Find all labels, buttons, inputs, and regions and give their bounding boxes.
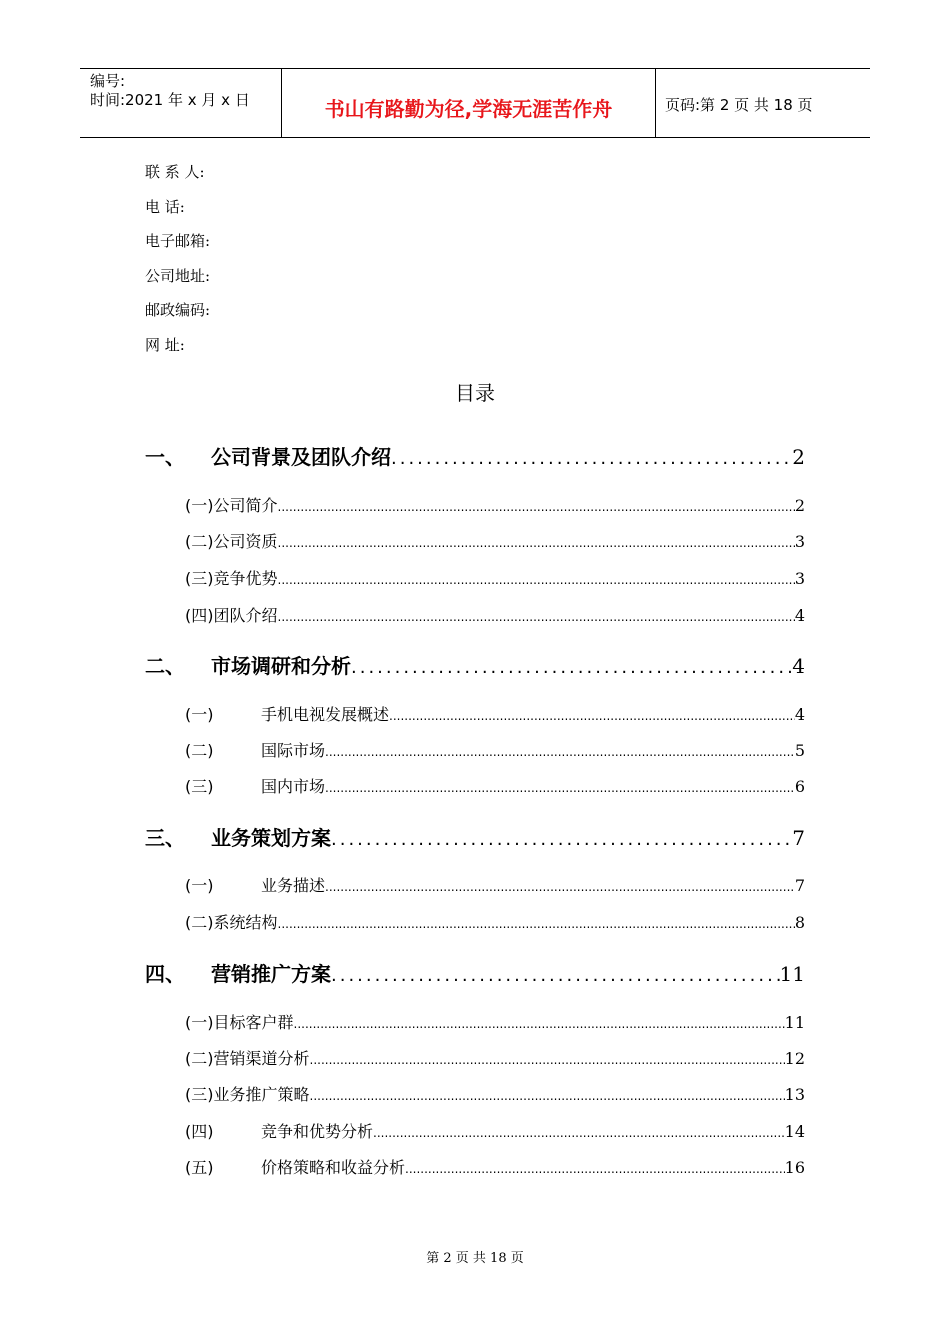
toc-item-number: (二) (185, 532, 214, 551)
toc-item-title: 业务推广策略 (213, 1085, 310, 1104)
toc-section-number: 一、 (145, 445, 185, 469)
toc-item-number: (二) (185, 1049, 214, 1068)
toc-item-number: (三) (185, 777, 214, 796)
toc-page-number: 4 (794, 705, 805, 724)
toc-leader (373, 1126, 785, 1140)
toc-leader (325, 781, 795, 795)
toc-item-number: (一) (185, 876, 214, 895)
toc-title: 目录 (455, 381, 495, 405)
toc-page-number: 11 (784, 1013, 805, 1032)
toc-item-title: 目标客户群 (213, 1013, 294, 1032)
toc-item-title: 业务描述 (261, 876, 326, 895)
toc-page-number: 12 (784, 1049, 805, 1068)
toc-section-title: 营销推广方案 (211, 962, 331, 986)
toc-page-number: 4 (792, 654, 805, 678)
toc-page-number: 11 (779, 962, 805, 986)
toc-item[interactable] (185, 603, 805, 626)
toc-item-title: 团队介绍 (213, 606, 278, 625)
toc-item-number: (一) (185, 705, 214, 724)
toc-item[interactable] (185, 529, 805, 552)
toc-leader (351, 657, 792, 678)
toc-page-number: 2 (792, 445, 805, 469)
date-label: 时间:2021 年 x 月 x 日 (90, 91, 250, 109)
toc-item-number: (五) (185, 1158, 214, 1177)
toc-page-number: 4 (794, 606, 805, 625)
toc-item[interactable] (185, 566, 805, 589)
header-meta-cell (80, 69, 281, 137)
toc-page-number: 3 (794, 532, 805, 551)
toc-item-number: (二) (185, 741, 214, 760)
toc-leader (310, 1089, 785, 1103)
contact-phone-label: 电 话: (145, 198, 185, 216)
toc-item-number: (三) (185, 569, 214, 588)
toc-leader (278, 500, 795, 514)
toc-leader (278, 610, 795, 624)
toc-item[interactable] (185, 1046, 805, 1069)
toc-section-number: 二、 (145, 654, 185, 678)
toc-item[interactable] (185, 910, 805, 933)
toc-leader (278, 536, 795, 550)
toc-leader (278, 917, 795, 931)
toc-leader (325, 880, 795, 894)
toc-leader (331, 829, 792, 850)
toc-page-number: 2 (794, 496, 805, 515)
toc-item[interactable] (185, 1119, 805, 1142)
toc-item-number: (四) (185, 606, 214, 625)
toc-page-number: 16 (784, 1158, 805, 1177)
header-motto-cell (281, 69, 656, 137)
toc-item-title: 价格策略和收益分析 (261, 1158, 406, 1177)
toc-page-number: 5 (794, 741, 805, 760)
toc-leader (325, 745, 795, 759)
toc-page-number: 8 (794, 913, 805, 932)
toc-section-title: 公司背景及团队介绍 (211, 445, 391, 469)
toc-item-title: 公司简介 (213, 496, 278, 515)
toc-section-2[interactable] (145, 650, 805, 679)
toc-leader (405, 1162, 785, 1176)
toc-section-title: 市场调研和分析 (211, 654, 351, 678)
toc-item-number: (一) (185, 496, 214, 515)
toc-item-number: (二) (185, 913, 214, 932)
toc-item-number: (三) (185, 1085, 214, 1104)
toc-leader (310, 1053, 785, 1067)
toc-leader (331, 965, 780, 986)
toc-page-number: 7 (794, 876, 805, 895)
toc-item[interactable] (185, 702, 805, 725)
toc-item-title: 国内市场 (261, 777, 326, 796)
contact-email-label: 电子邮箱: (145, 232, 211, 250)
toc-item[interactable] (185, 1010, 805, 1033)
serial-label: 编号: (90, 72, 126, 90)
toc-page-number: 14 (784, 1122, 805, 1141)
toc-item[interactable] (185, 1155, 805, 1178)
toc-item-title: 竞争优势 (213, 569, 278, 588)
toc-leader (278, 573, 795, 587)
toc-page-number: 7 (792, 826, 805, 850)
toc-item-title: 竞争和优势分析 (261, 1122, 374, 1141)
toc-section-1[interactable] (145, 441, 805, 470)
toc-leader (391, 448, 792, 469)
toc-section-number: 四、 (145, 962, 185, 986)
toc-item[interactable] (185, 493, 805, 516)
header-page-cell (655, 69, 870, 137)
contact-person-label: 联 系 人: (145, 163, 205, 181)
toc-item-number: (一) (185, 1013, 214, 1032)
toc-section-title: 业务策划方案 (211, 826, 331, 850)
toc-page-number: 13 (784, 1085, 805, 1104)
toc-item-title: 公司资质 (213, 532, 278, 551)
toc-section-3[interactable] (145, 822, 805, 851)
contact-postcode-label: 邮政编码: (145, 301, 211, 319)
page-info: 页码:第 2 页 共 18 页 (665, 96, 813, 114)
toc-page-number: 6 (794, 777, 805, 796)
page-header (80, 68, 870, 138)
toc-section-4[interactable] (145, 958, 805, 987)
contact-address-label: 公司地址: (145, 267, 211, 285)
toc-section-number: 三、 (145, 826, 185, 850)
toc-page-number: 3 (794, 569, 805, 588)
toc-item-title: 营销渠道分析 (213, 1049, 310, 1068)
toc-item[interactable] (185, 873, 805, 896)
toc-item[interactable] (185, 738, 805, 761)
motto: 书山有路勤为径,学海无涯苦作舟 (324, 97, 613, 121)
page-footer: 第 2 页 共 18 页 (426, 1251, 524, 1266)
toc-item[interactable] (185, 774, 805, 797)
toc-item-title: 国际市场 (261, 741, 326, 760)
toc-item-title: 手机电视发展概述 (261, 705, 390, 724)
contact-website-label: 网 址: (145, 336, 185, 354)
toc-leader (389, 709, 795, 723)
toc-item[interactable] (185, 1082, 805, 1105)
toc-item-title: 系统结构 (213, 913, 278, 932)
toc-item-number: (四) (185, 1122, 214, 1141)
toc-leader (294, 1017, 785, 1031)
